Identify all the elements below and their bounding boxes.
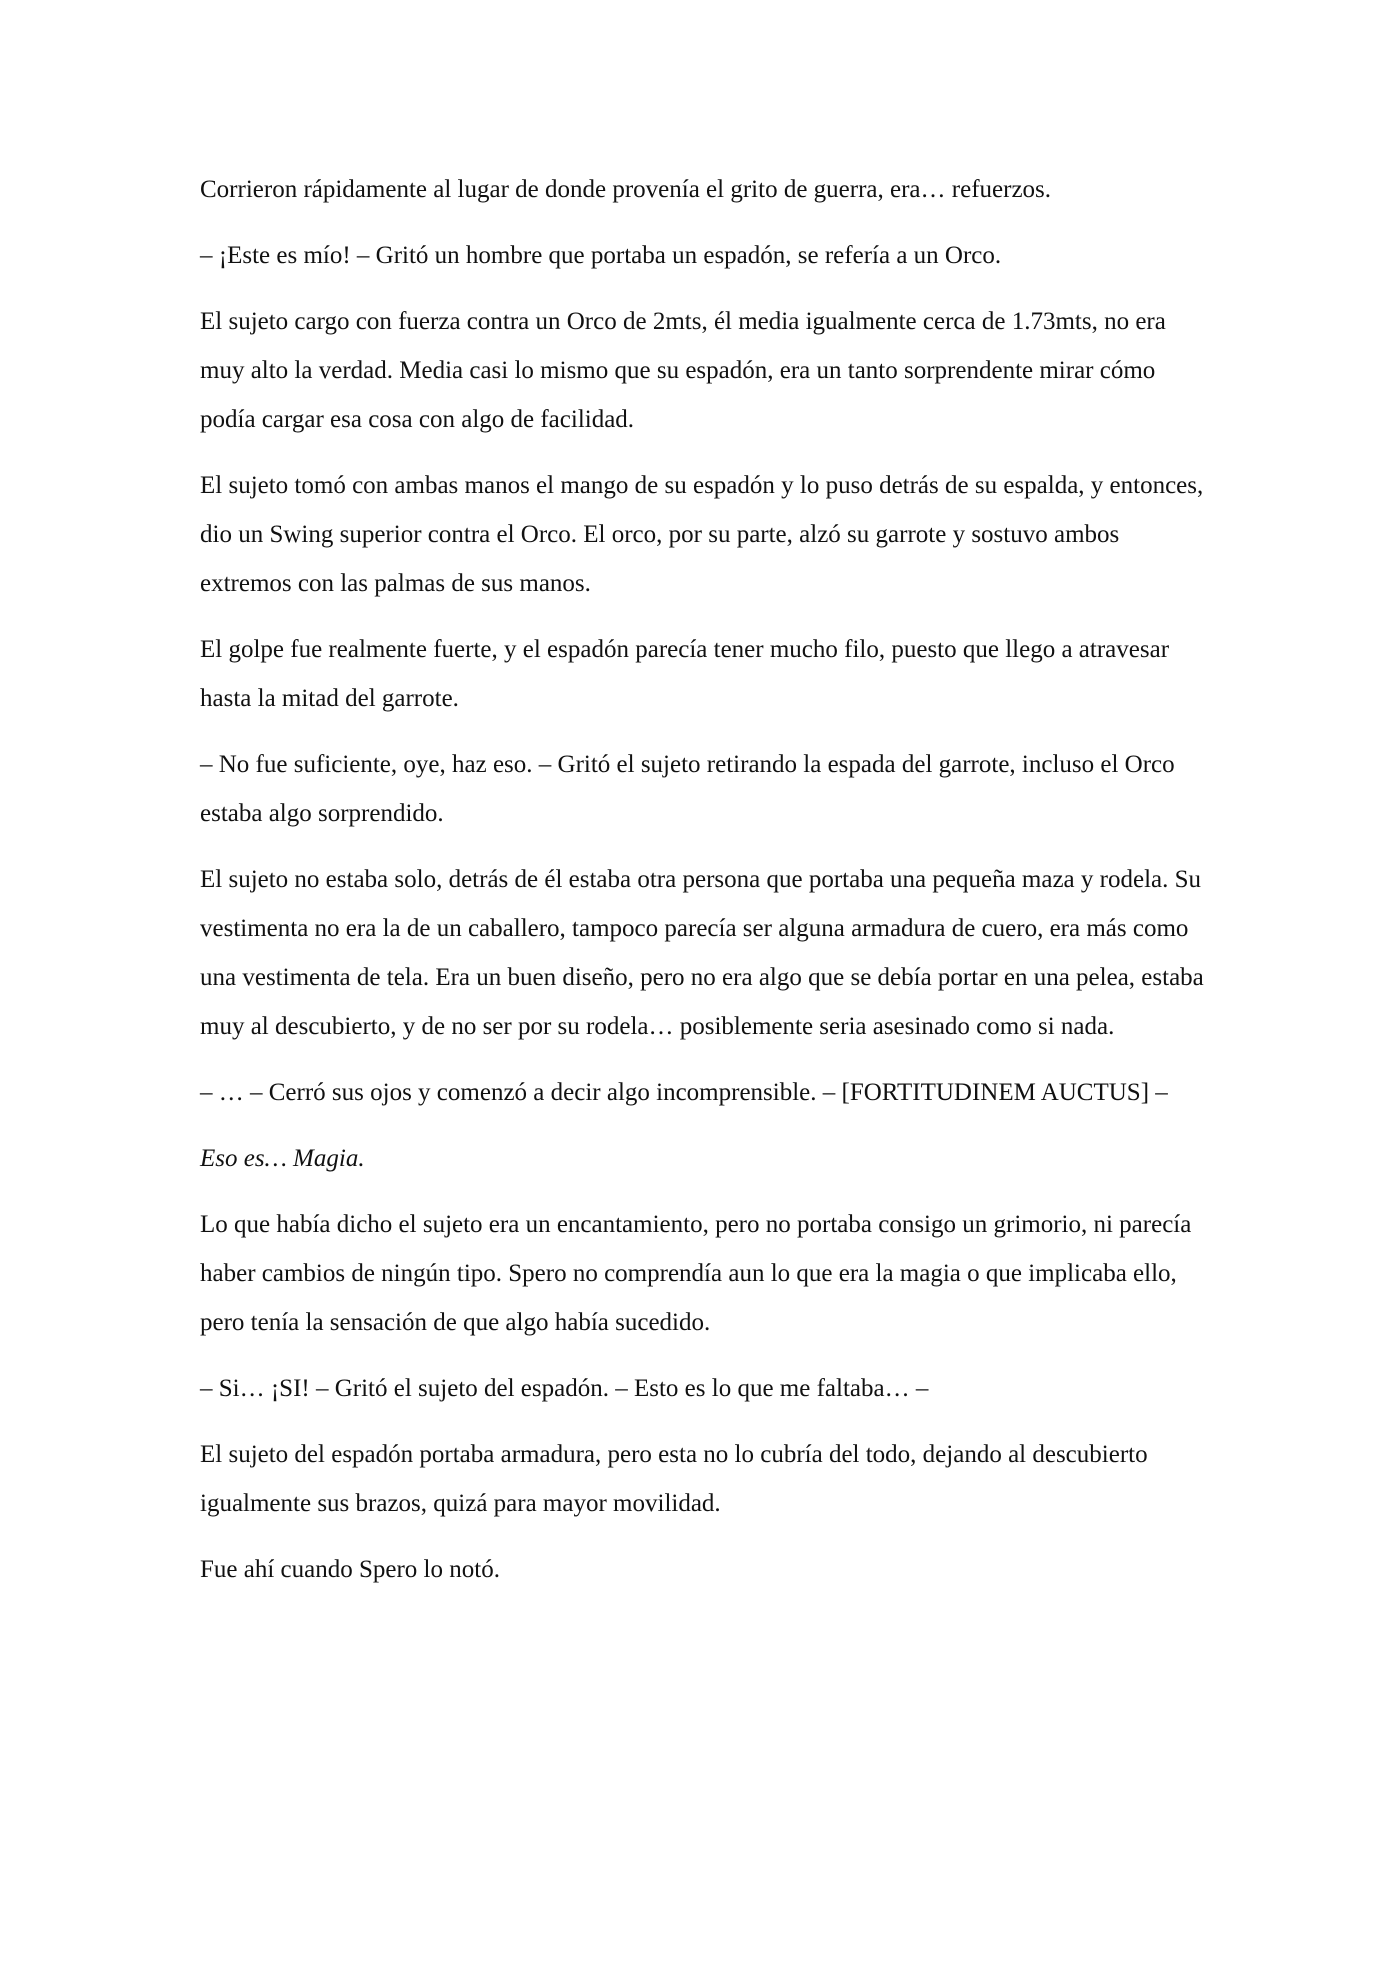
paragraph-10: Lo que había dicho el sujeto era un encantamiento, pero no portaba consigo un grimorio, ni parecía haber cambios de ningún tipo. Spero no comprendía aun lo que era la magia o que implicaba ello, pero tenía la sensación de que algo había sucedido. [200, 1211, 1192, 1336]
paragraph-13: Fue ahí cuando Spero lo notó. [200, 1556, 500, 1583]
paragraph-2: – ¡Este es mío! – Gritó un hombre que portaba un espadón, se refería a un Orco. [200, 242, 1002, 269]
paragraph-3: El sujeto cargo con fuerza contra un Orco de 2mts, él media igualmente cerca de 1.73mts, no era muy alto la verdad. Media casi lo mismo que su espadón, era un tanto sorprendente mirar cómo podía cargar esa cosa con algo de facilidad. [200, 308, 1166, 433]
paragraph-6: – No fue suficiente, oye, haz eso. – Gritó el sujeto retirando la espada del garrote, incluso el Orco estaba algo sorprendido. [200, 751, 1175, 827]
paragraph-9: Eso es… Magia. [200, 1145, 365, 1172]
paragraph-8: – … – Cerró sus ojos y comenzó a decir algo incomprensible. – [FORTITUDINEM AUCTUS] – [200, 1079, 1168, 1106]
paragraph-12: El sujeto del espadón portaba armadura, pero esta no lo cubría del todo, dejando al descubierto igualmente sus brazos, quizá para mayor movilidad. [200, 1441, 1148, 1517]
paragraph-1: Corrieron rápidamente al lugar de donde provenía el grito de guerra, era… refuerzos. [200, 176, 1052, 203]
paragraph-5: El golpe fue realmente fuerte, y el espadón parecía tener mucho filo, puesto que llego a atravesar hasta la mitad del garrote. [200, 636, 1170, 712]
paragraph-4: El sujeto tomó con ambas manos el mango de su espadón y lo puso detrás de su espalda, y entonces, dio un Swing superior contra el Orco. El orco, por su parte, alzó su garrote y sostuvo ambos extremos con las palmas de sus manos. [200, 472, 1204, 597]
document-body [200, 165, 1205, 1611]
paragraph-7: El sujeto no estaba solo, detrás de él estaba otra persona que portaba una pequeña maza y rodela. Su vestimenta no era la de un caballero, tampoco parecía ser alguna armadura de cuero, era más como una vestimenta de tela. Era un buen diseño, pero no era algo que se debía portar en una pelea, estaba muy al descubierto, y de no ser por su rodela… posiblemente seria asesinado como si nada. [200, 866, 1204, 1040]
paragraph-11: – Si… ¡SI! – Gritó el sujeto del espadón. – Esto es lo que me faltaba… – [200, 1375, 929, 1402]
